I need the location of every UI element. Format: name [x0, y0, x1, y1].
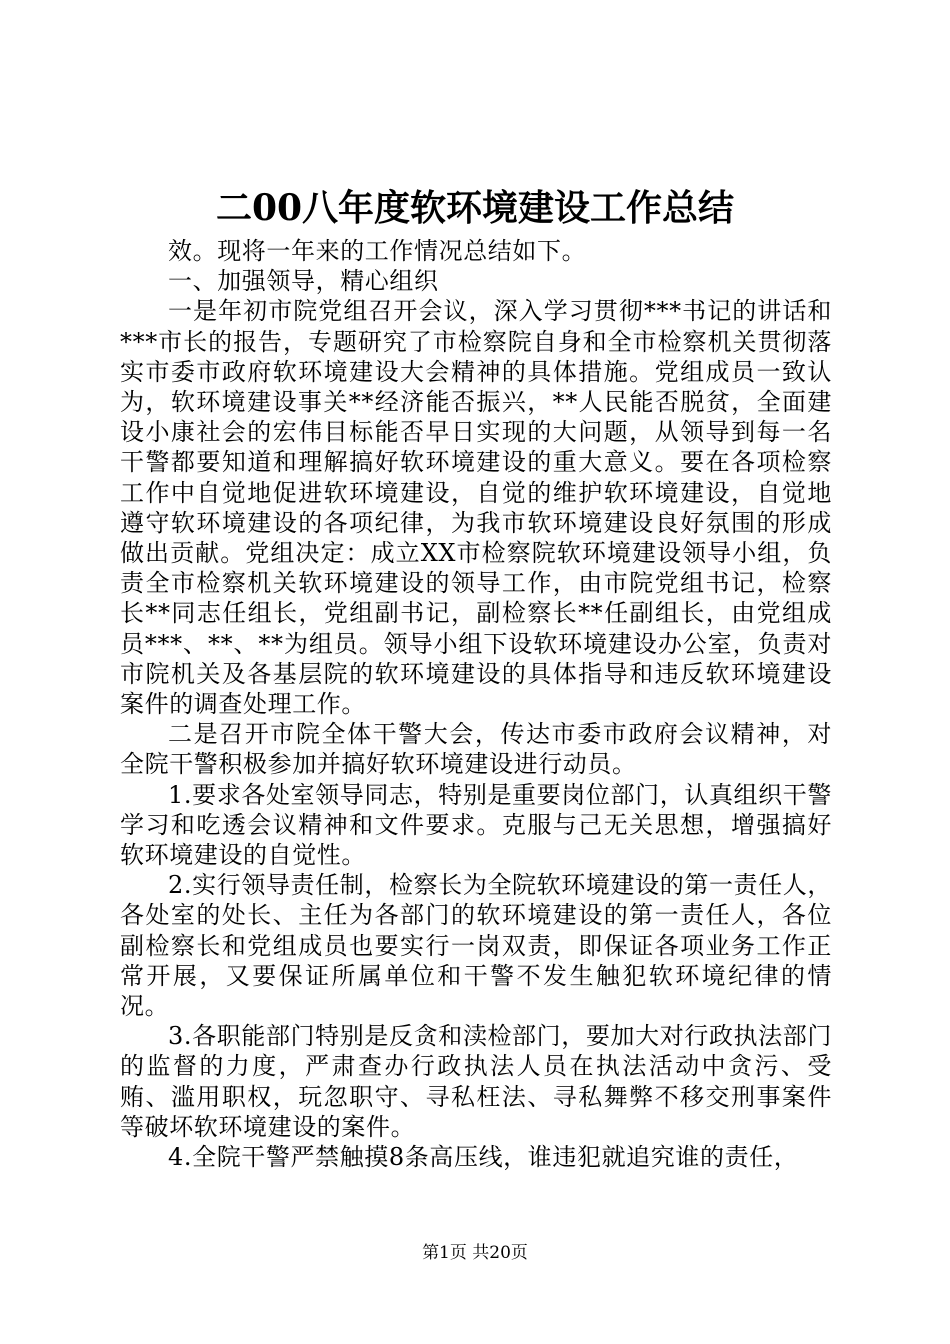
paragraph-point-3: 3.各职能部门特别是反贪和渎检部门，要加大对行政执法部门的监督的力度，严肃查办行政执法人员在执法活动中贪污、受贿、滥用职权，玩忽职守、寻私枉法、寻私舞弊不移交刑事案件等破坏软环境建设的案件。 [120, 1022, 832, 1141]
paragraph-intro: 效。现将一年来的工作情况总结如下。 [168, 237, 587, 265]
paragraph-item-1: 一是年初市院党组召开会议，深入学习贯彻***书记的讲话和***市长的报告，专题研究了市检察院自身和全市检察机关贯彻落实市委市政府软环境建设大会精神的具体措施。党组成员一致认为，软环境建设事关**经济能否振兴，**人民能否脱贫，全面建设小康社会的宏伟目标能否早日实现的大问题，从领导到每一名干警都要知道和理解搞好软环境建设的重大意义。要在各项检察工作中自觉地促进软环境建设，自觉的维护软环境建设，自觉地遵守软环境建设的各项纪律，为我市软环境建设良好氛围的形成做出贡献。党组决定：成立XX市检察院软环境建设领导小组，负责全市检察机关软环境建设的领导工作，由市院党组书记，检察长**同志任组长，党组副书记，副检察长**任副组长，由党组成员***、**、**为组员。领导小组下设软环境建设办公室，负责对市院机关及各基层院的软环境建设的具体指导和违反软环境建设案件的调查处理工作。 [120, 297, 832, 719]
paragraph-point-2: 2.实行领导责任制，检察长为全院软环境建设的第一责任人，各处室的处长、主任为各部门的软环境建设的第一责任人，各位副检察长和党组成员也要实行一岗双责，即保证各项业务工作正常开展，又要保证所属单位和干警不发生触犯软环境纪律的情况。 [120, 871, 832, 1021]
document-title: 二00八年度软环境建设工作总结 [215, 187, 735, 229]
document-body [120, 236, 832, 1172]
paragraph-point-1: 1.要求各处室领导同志，特别是重要岗位部门，认真组织干警学习和吃透会议精神和文件要求。克服与己无关思想，增强搞好软环境建设的自觉性。 [120, 780, 832, 870]
page-number-footer: 第1页 共20页 [422, 1243, 528, 1263]
paragraph-item-2: 二是召开市院全体干警大会，传达市委市政府会议精神，对全院干警积极参加并搞好软环境建设进行动员。 [120, 720, 832, 779]
paragraph-point-4: 4.全院干警严禁触摸8条高压线，谁违犯就追究谁的责任， [168, 1143, 799, 1172]
section-heading-1: 一、加强领导，精心组织 [168, 267, 439, 296]
